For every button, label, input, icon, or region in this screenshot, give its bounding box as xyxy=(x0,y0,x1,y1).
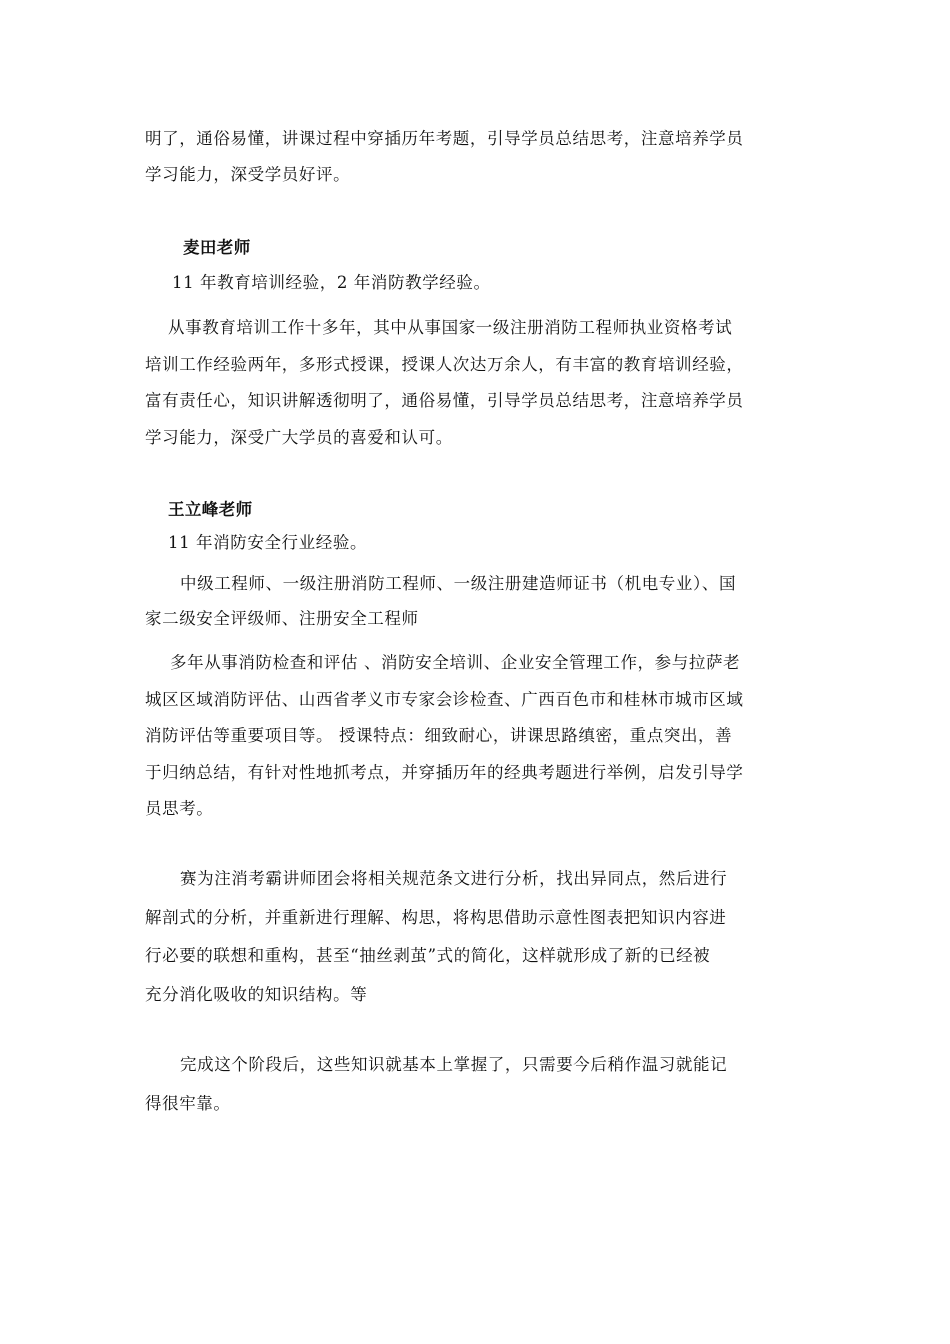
intro-line-1: 明了，通俗易懂，讲课过程中穿插历年考题，引导学员总结思考，注意培养学员 xyxy=(145,129,744,148)
teacher-bio-maitian-line-2: 培训工作经验两年，多形式授课，授课人次达万余人，有丰富的教育培训经验， xyxy=(145,355,744,374)
teacher-name-maitian: 麦田老师 xyxy=(183,238,251,257)
analysis-line-4: 充分消化吸收的知识结构。等 xyxy=(145,985,368,1004)
completion-line-1: 完成这个阶段后，这些知识就基本上掌握了，只需要今后稍作温习就能记 xyxy=(180,1055,728,1074)
teacher-bio-maitian-line-3: 富有责任心，知识讲解透彻明了，通俗易懂，引导学员总结思考，注意培养学员 xyxy=(145,391,744,410)
teacher-bio-wanglifeng-line-4: 于归纳总结，有针对性地抓考点，并穿插历年的经典考题进行举例，启发引导学 xyxy=(145,763,744,782)
teacher-certs-wanglifeng-line-1: 中级工程师、一级注册消防工程师、一级注册建造师证书（机电专业）、国 xyxy=(180,574,737,593)
analysis-line-2: 解剖式的分析，并重新进行理解、构思，将构思借助示意性图表把知识内容进 xyxy=(145,908,727,927)
teacher-bio-maitian-line-4: 学习能力，深受广大学员的喜爱和认可。 xyxy=(145,428,453,447)
completion-line-2: 得很牢靠。 xyxy=(145,1094,231,1113)
intro-line-2: 学习能力，深受学员好评。 xyxy=(145,165,351,184)
teacher-experience-maitian: 11 年教育培训经验，2 年消防教学经验。 xyxy=(172,273,491,292)
teacher-bio-maitian-line-1: 从事教育培训工作十多年，其中从事国家一级注册消防工程师执业资格考试 xyxy=(168,318,733,337)
analysis-line-1: 赛为注消考霸讲师团会将相关规范条文进行分析，找出异同点，然后进行 xyxy=(180,869,728,888)
analysis-line-3: 行必要的联想和重构，甚至“抽丝剥茧”式的简化，这样就形成了新的已经被 xyxy=(145,946,711,965)
teacher-bio-wanglifeng-line-1: 多年从事消防检查和评估 、消防安全培训、企业安全管理工作，参与拉萨老 xyxy=(170,653,741,672)
teacher-certs-wanglifeng-line-2: 家二级安全评级师、注册安全工程师 xyxy=(145,609,419,628)
teacher-bio-wanglifeng-line-3: 消防评估等重要项目等。 授课特点：细致耐心，讲课思路缜密，重点突出，善 xyxy=(145,726,733,745)
teacher-bio-wanglifeng-line-2: 城区区域消防评估、山西省孝义市专家会诊检查、广西百色市和桂林市城市区域 xyxy=(145,690,744,709)
teacher-bio-wanglifeng-line-5: 员思考。 xyxy=(145,799,214,818)
teacher-experience-wanglifeng: 11 年消防安全行业经验。 xyxy=(168,533,368,552)
teacher-name-wanglifeng: 王立峰老师 xyxy=(168,500,253,519)
